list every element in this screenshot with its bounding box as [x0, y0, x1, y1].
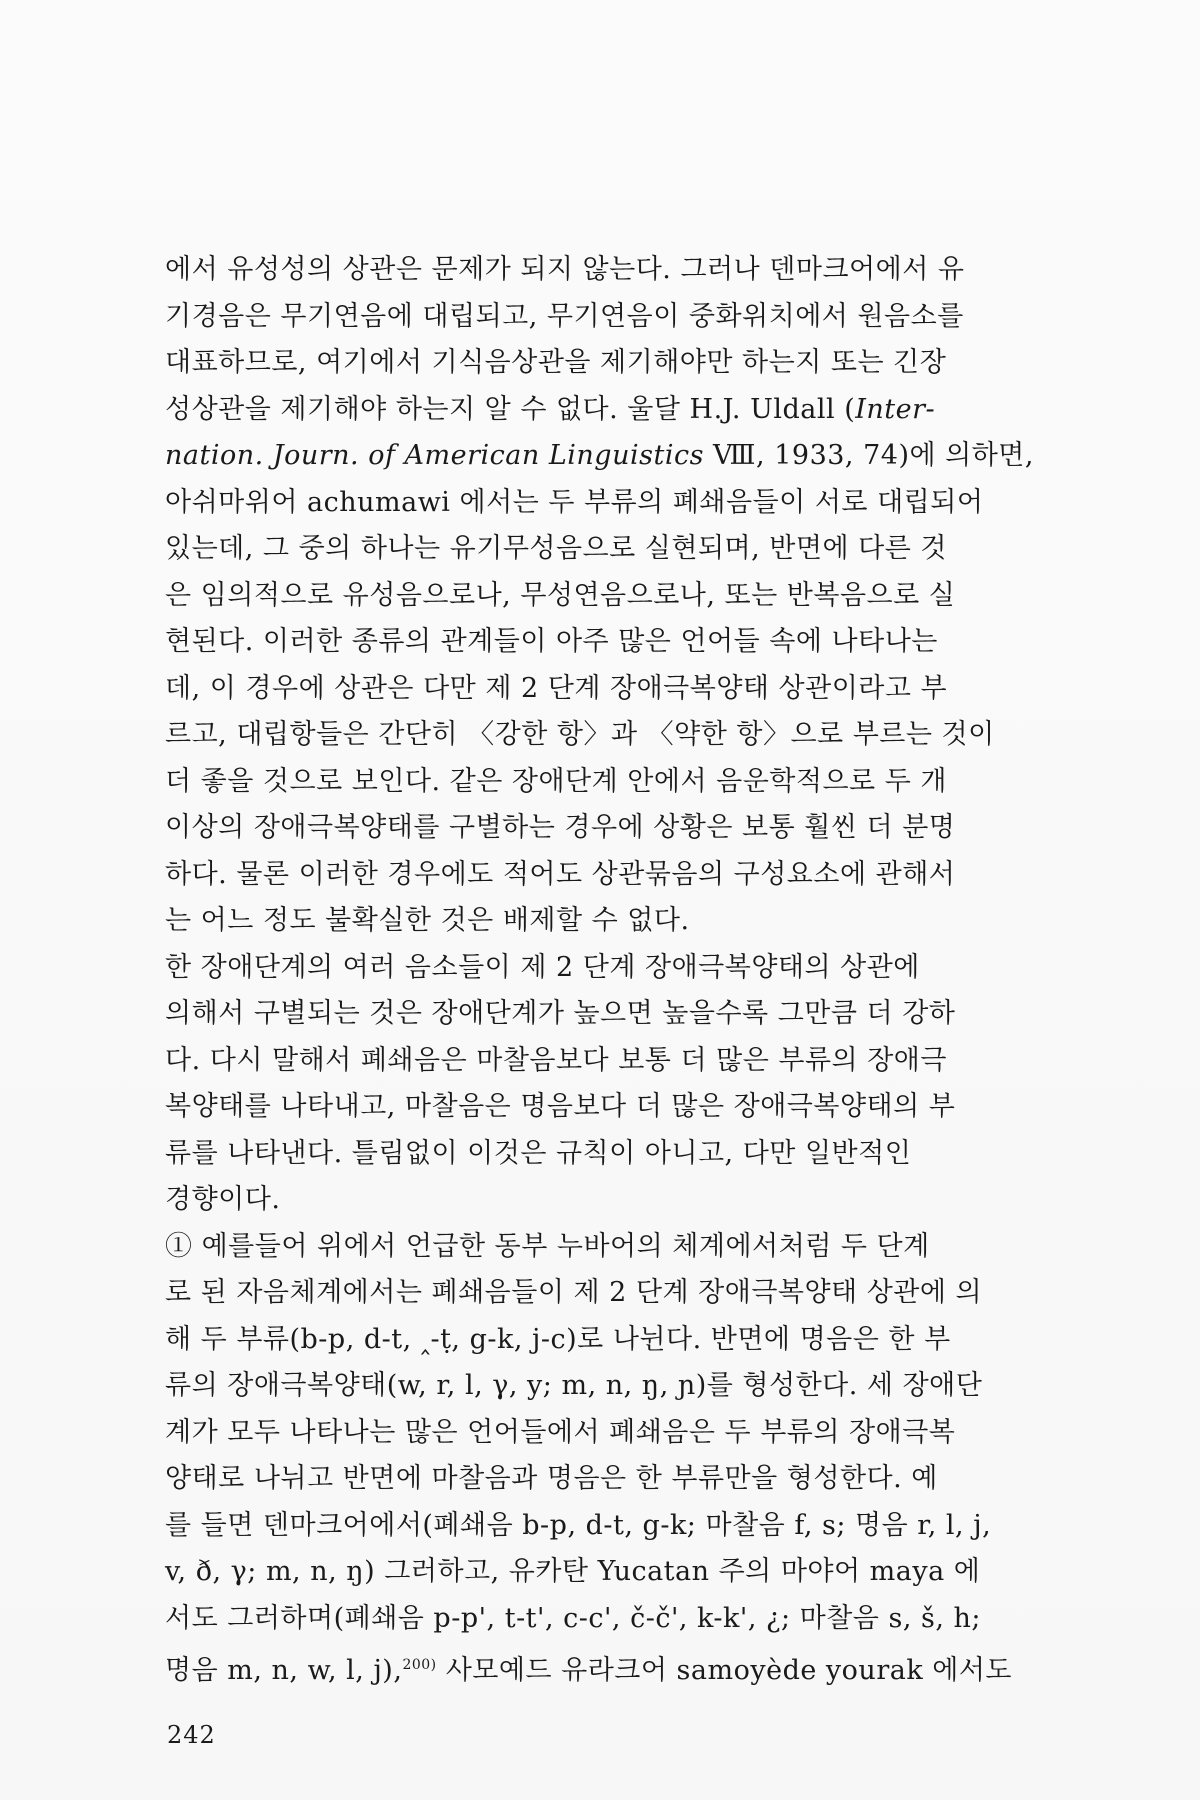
text-line: 대표하므로, 여기에서 기식음상관을 제기해야만 하는지 또는 긴장	[165, 347, 947, 378]
text-line: nation. Journ. of American Linguistics Ⅷ, 1933, 74)에 의하면,	[165, 440, 1034, 471]
text-line: 이상의 장애극복양태를 구별하는 경우에 상황은 보통 훨씬 더 분명	[165, 812, 956, 843]
text-line: 하다. 물론 이러한 경우에도 적어도 상관묶음의 구성요소에 관해서	[165, 858, 956, 890]
text-line: 데, 이 경우에 상관은 다만 제 2 단계 장애극복양태 상관이라고 부	[165, 672, 948, 704]
footnote-reference: 200)	[402, 1657, 437, 1673]
body-text	[165, 247, 1034, 1689]
citation-title: nation. Journ. of American Linguistics	[165, 440, 704, 471]
text-line: 은 임의적으로 유성음으로나, 무성연음으로나, 또는 반복음으로 실	[165, 579, 956, 611]
text-line: v, ð, γ; m, n, ŋ) 그러하고, 유카탄 Yucatan 주의 마야어 maya 에	[165, 1556, 981, 1587]
text-line: 류의 장애극복양태(w, r, l, γ, y; m, n, ŋ, ɲ)를 형성한다. 세 장애단	[165, 1370, 983, 1401]
text-line: 류를 나타낸다. 틀림없이 이것은 규칙이 아니고, 다만 일반적인	[165, 1137, 912, 1169]
text-line: 양태로 나뉘고 반면에 마찰음과 명음은 한 부류만을 형성한다. 예	[165, 1463, 938, 1494]
text-line: 있는데, 그 중의 하나는 유기무성음으로 실현되며, 반면에 다른 것	[165, 533, 947, 564]
paragraph-start-line: 한 장애단계의 여러 음소들이 제 2 단계 장애극복양태의 상관에	[165, 951, 920, 983]
text-line: 로 된 자음체계에서는 폐쇄음들이 제 2 단계 장애극복양태 상관에 의	[165, 1277, 983, 1308]
last-text-line	[165, 1642, 1013, 1689]
text-line: 복양태를 나타내고, 마찰음은 명음보다 더 많은 장애극복양태의 부	[165, 1091, 956, 1122]
page-number: 242	[167, 1721, 216, 1749]
text-line: 의해서 구별되는 것은 장애단계가 높으면 높을수록 그만큼 더 강하	[165, 998, 956, 1029]
text-line: 는 어느 정도 불확실한 것은 배제할 수 없다.	[165, 905, 690, 936]
citation-title: Inter-	[855, 393, 936, 425]
text-line: 계가 모두 나타나는 많은 언어들에서 폐쇄음은 두 부류의 장애극복	[165, 1416, 956, 1448]
text-line: 기경음은 무기연음에 대립되고, 무기연음이 중화위치에서 원음소를	[165, 300, 964, 332]
text-line: 성상관을 제기해야 하는지 알 수 없다. 울달 H.J. Uldall (Inter-	[165, 393, 936, 425]
text-line: 서도 그러하며(폐쇄음 p-p', t-t', c-c', č-č', k-k', ¿; 마찰음 s, š, h;	[165, 1602, 982, 1634]
text-line: 경향이다.	[165, 1184, 281, 1215]
text-line: 다. 다시 말해서 폐쇄음은 마찰음보다 보통 더 많은 부류의 장애극	[165, 1044, 947, 1076]
text-line: 를 들면 덴마크어에서(폐쇄음 b-p, d-t, g-k; 마찰음 f, s; 명음 r, l, j,	[165, 1509, 992, 1541]
paragraph-start-line: ① 예를들어 위에서 언급한 동부 누바어의 체계에서처럼 두 단계	[165, 1230, 930, 1262]
last-line-text: 명음 m, n, w, l, j),$^{200)}$ 사모예드 유라크어 samoyède yourak 에서도	[165, 1655, 1013, 1686]
text-line: 르고, 대립항들은 간단히 〈강한 항〉과 〈약한 항〉으로 부르는 것이	[165, 719, 995, 750]
text-line: 해 두 부류(b-p, d-t, ‸-ṭ, g-k, j-c)로 나뉜다. 반면에 명음은 한 부	[165, 1323, 951, 1355]
text-line: 현된다. 이러한 종류의 관계들이 아주 많은 언어들 속에 나타나는	[165, 626, 938, 657]
text-line: 아쉬마위어 achumawi 에서는 두 부류의 폐쇄음들이 서로 대립되어	[165, 486, 984, 518]
text-line: 더 좋을 것으로 보인다. 같은 장애단계 안에서 음운학적으로 두 개	[165, 765, 947, 797]
text-line: 에서 유성성의 상관은 문제가 되지 않는다. 그러나 덴마크어에서 유	[165, 254, 965, 285]
